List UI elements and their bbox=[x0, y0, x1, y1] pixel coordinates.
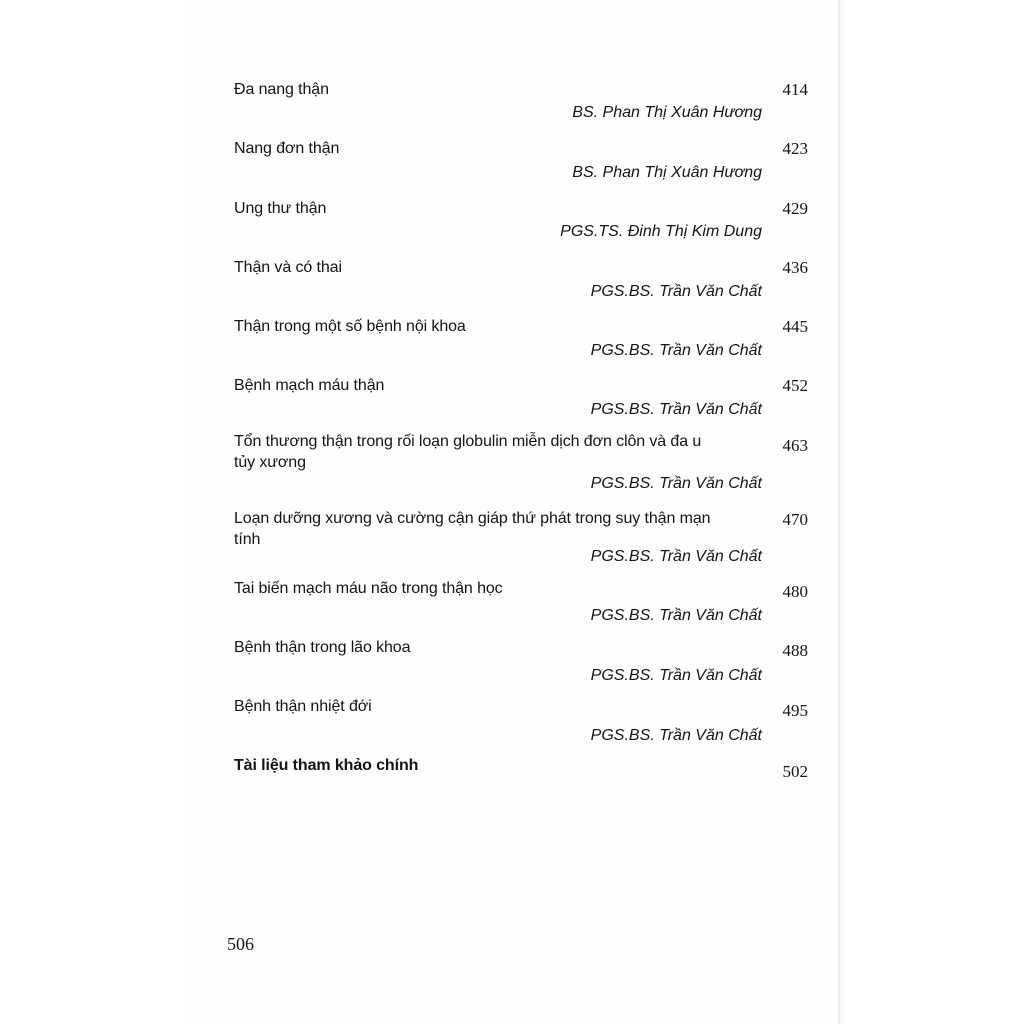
toc-entry-author: PGS.BS. Trần Văn Chất bbox=[590, 283, 762, 300]
toc-entry-page: 436 bbox=[782, 258, 808, 277]
toc-entry-page: 414 bbox=[782, 80, 808, 99]
toc-entry-title: Bệnh thận trong lão khoa bbox=[234, 639, 411, 656]
toc-entry-title: Ung thư thận bbox=[234, 200, 327, 217]
toc-entry-author: PGS.BS. Trần Văn Chất bbox=[590, 475, 762, 492]
toc-entry-author: PGS.TS. Đinh Thị Kim Dung bbox=[560, 223, 762, 240]
toc-entry-page: 445 bbox=[782, 317, 808, 336]
toc-entry-page: 470 bbox=[782, 510, 808, 529]
toc-entry-author: PGS.BS. Trần Văn Chất bbox=[590, 548, 762, 565]
page-number: 506 bbox=[227, 934, 254, 954]
toc-entry-page: 502 bbox=[782, 762, 808, 781]
toc-entry-title: Bệnh mạch máu thận bbox=[234, 377, 385, 394]
toc-entry-title: Nang đơn thận bbox=[234, 140, 340, 157]
toc-entry-page: 480 bbox=[782, 582, 808, 601]
toc-entry-title: Thận và có thai bbox=[234, 259, 342, 276]
toc-entry-author: PGS.BS. Trần Văn Chất bbox=[590, 401, 762, 418]
toc-entry-page: 429 bbox=[782, 199, 808, 218]
toc-entry-page: 423 bbox=[782, 139, 808, 158]
toc-entry-author: BS. Phan Thị Xuân Hương bbox=[572, 164, 762, 181]
toc-entry-title: Loạn dưỡng xương và cường cận giáp thứ phát trong suy thận mạn tính bbox=[234, 510, 711, 548]
toc-entry-title: Đa nang thận bbox=[234, 81, 329, 98]
toc-entry-page: 463 bbox=[782, 436, 808, 455]
toc-entry-title: Tổn thương thận trong rối loạn globulin miễn dịch đơn clôn và đa u tủy xương bbox=[234, 433, 702, 471]
toc-entry-title: Thận trong một số bệnh nội khoa bbox=[234, 318, 466, 335]
toc-entry-title: Bệnh thận nhiệt đới bbox=[234, 698, 372, 715]
toc-entry-author: PGS.BS. Trần Văn Chất bbox=[590, 607, 762, 624]
toc-entry-author: PGS.BS. Trần Văn Chất bbox=[590, 667, 762, 684]
toc-entry-author: PGS.BS. Trần Văn Chất bbox=[590, 727, 762, 744]
toc-entry-page: 488 bbox=[782, 641, 808, 660]
toc-entry-author: PGS.BS. Trần Văn Chất bbox=[590, 342, 762, 359]
toc-entry-title: Tai biến mạch máu não trong thận học bbox=[234, 580, 503, 597]
toc-entry-author: BS. Phan Thị Xuân Hương bbox=[572, 104, 762, 121]
toc-entry-page: 452 bbox=[782, 376, 808, 395]
toc-entry-title: Tài liệu tham khảo chính bbox=[234, 757, 419, 774]
toc-entry-page: 495 bbox=[782, 701, 808, 720]
